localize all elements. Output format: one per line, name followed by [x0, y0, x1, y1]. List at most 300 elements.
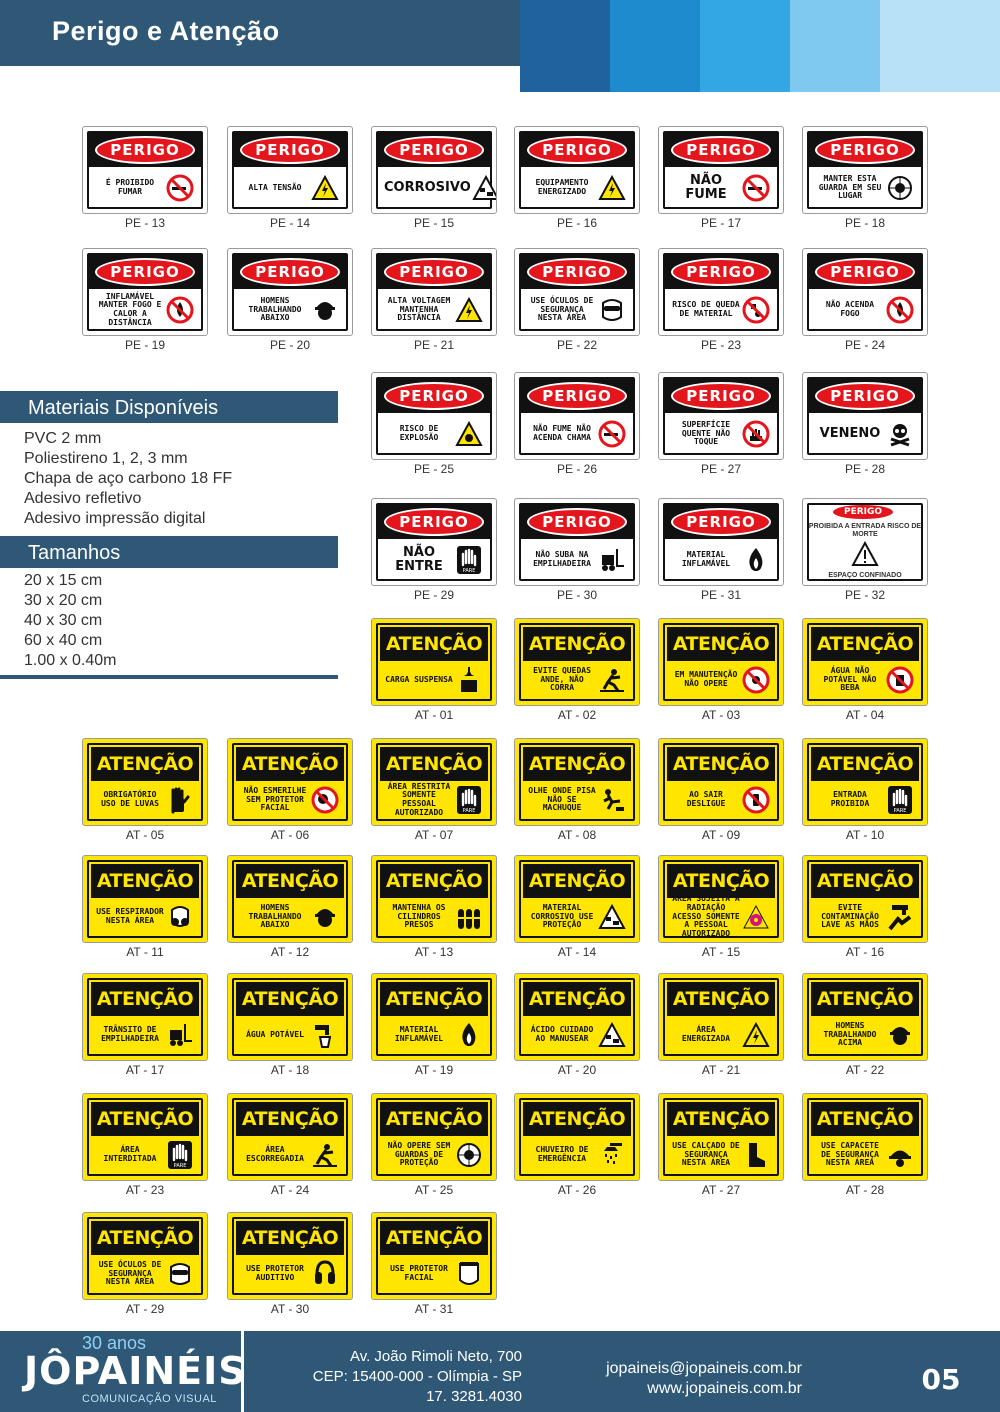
- sign-code: AT - 18: [270, 1063, 310, 1077]
- sign-text: EVITE CONTAMINAÇÃO LAVE AS MÃOS: [821, 903, 879, 930]
- sign-frame: [87, 253, 203, 331]
- sign-code: AT - 28: [845, 1183, 885, 1197]
- svg-text:PARE: PARE: [462, 568, 476, 574]
- sign-text: ALTA TENSÃO: [248, 182, 302, 192]
- sign-frame: [376, 743, 492, 821]
- sign-body: [523, 1018, 631, 1052]
- sign-code: PE - 24: [844, 338, 886, 352]
- sign-frame: [663, 1098, 779, 1176]
- sign-frame: [807, 860, 923, 938]
- sign-card: [658, 973, 784, 1061]
- sign-code: PE - 18: [844, 216, 886, 230]
- sign-body: [811, 1138, 919, 1172]
- sign-header-band: [89, 133, 201, 167]
- tap-icon: [310, 1020, 340, 1050]
- sign-header-band: [521, 255, 633, 289]
- sign-header-band: [378, 379, 490, 413]
- sign-card: [658, 498, 784, 586]
- sign-text: CARGA SUSPENSA: [385, 674, 453, 684]
- goggles-icon: [165, 1259, 195, 1289]
- page-header: [0, 0, 1000, 92]
- sign-text: MATERIAL INFLAMÁVEL: [681, 550, 731, 568]
- sign-text: USE CAPACETE DE SEGURANÇA NESTA ÁREA: [821, 1141, 879, 1168]
- sign-header: ATENÇÃO: [91, 1221, 199, 1255]
- company-contact: [606, 1359, 802, 1399]
- sign-card: [82, 126, 208, 214]
- high-voltage-icon: [310, 173, 340, 203]
- sign-code: AT - 06: [270, 828, 310, 842]
- address-line: CEP: 15400-000 - Olímpia - SP: [312, 1368, 522, 1385]
- sign-header: PERIGO: [671, 382, 770, 410]
- sign-frame: [376, 377, 492, 455]
- sign-text: VENENO: [819, 425, 881, 441]
- sign-body: [236, 1018, 344, 1052]
- slip-icon: [310, 1140, 340, 1170]
- sign-frame: [232, 1217, 348, 1295]
- sign-body: [236, 171, 344, 205]
- sign-code: AT - 01: [414, 708, 454, 722]
- sign-code: AT - 21: [701, 1063, 741, 1077]
- sign-frame: [663, 131, 779, 209]
- flame-icon: [741, 545, 771, 575]
- sign-card: [802, 855, 928, 943]
- sign-card: [371, 855, 497, 943]
- sign-card: [514, 372, 640, 460]
- sign-card: [371, 372, 497, 460]
- sign-body: [667, 1018, 775, 1052]
- shower-icon: [597, 1140, 627, 1170]
- sign-card: [802, 973, 928, 1061]
- worker-icon: [310, 295, 340, 325]
- sign-code: PE - 21: [413, 338, 455, 352]
- sign-card: [82, 1093, 208, 1181]
- sign-header: ATENÇÃO: [811, 747, 919, 781]
- sign-frame: [807, 743, 923, 821]
- sign-text: RISCO DE EXPLOSÃO: [399, 424, 439, 442]
- sign-header: PERIGO: [384, 136, 483, 164]
- sign-body: [91, 1018, 199, 1052]
- guard-icon: [885, 173, 915, 203]
- sign-body: [91, 1138, 199, 1172]
- sign-header-band: [89, 255, 201, 289]
- sign-frame: [87, 978, 203, 1056]
- sign-frame: [87, 131, 203, 209]
- sign-body: [380, 1018, 488, 1052]
- sign-body: [523, 417, 631, 451]
- sign-text: NÃO ENTRE: [395, 544, 443, 574]
- sign-text: CHUVEIRO DE EMERGÊNCIA: [535, 1145, 589, 1163]
- sign-header: ATENÇÃO: [380, 1102, 488, 1136]
- sign-card: [802, 738, 928, 826]
- no-operate-icon: [741, 665, 771, 695]
- sign-card: [82, 1212, 208, 1300]
- sign-card: [514, 1093, 640, 1181]
- sign-header-band: [809, 255, 921, 289]
- sign-card: [802, 618, 928, 706]
- sign-frame: [663, 978, 779, 1056]
- sign-body: [667, 543, 775, 577]
- sign-header: ATENÇÃO: [811, 627, 919, 661]
- sign-header-band: [378, 505, 490, 539]
- sign-body: [236, 1138, 344, 1172]
- sign-text: HOMENS TRABALHANDO ABAIXO: [248, 903, 302, 930]
- worker-icon: [885, 1020, 915, 1050]
- sidebar-divider: [0, 675, 338, 679]
- sign-header: ATENÇÃO: [91, 747, 199, 781]
- sign-body: [667, 663, 775, 697]
- sign-frame: [807, 623, 923, 701]
- sign-body: [667, 417, 775, 451]
- sign-header-band: [665, 379, 777, 413]
- sign-frame: [87, 743, 203, 821]
- materials-heading: [0, 391, 338, 423]
- sign-text: USE ÓCULOS DE SEGURANÇA NESTA ÁREA: [98, 1260, 162, 1287]
- sign-body: [523, 171, 631, 205]
- sign-frame: [376, 253, 492, 331]
- sign-text: NÃO FUME: [685, 172, 727, 202]
- sign-body: [811, 417, 919, 451]
- face-shield-icon: [454, 1259, 484, 1289]
- header-stripe: [610, 0, 700, 92]
- sign-header: ATENÇÃO: [91, 864, 199, 898]
- sign-code: PE - 16: [556, 216, 598, 230]
- sign-card: [227, 738, 353, 826]
- sign-code: PE - 29: [413, 588, 455, 602]
- sign-card: [371, 738, 497, 826]
- forklift-icon: [597, 545, 627, 575]
- sign-body: [811, 171, 919, 205]
- page-title: Perigo e Atenção: [52, 16, 280, 46]
- sign-header: ATENÇÃO: [91, 982, 199, 1016]
- sign-code: PE - 32: [844, 588, 886, 602]
- sign-frame: [232, 860, 348, 938]
- sign-header: ATENÇÃO: [236, 864, 344, 898]
- sign-body: [811, 663, 919, 697]
- sign-header-band: [665, 505, 777, 539]
- sign-text: HOMENS TRABALHANDO ABAIXO: [248, 296, 302, 323]
- sign-code: AT - 07: [414, 828, 454, 842]
- sign-frame: [232, 253, 348, 331]
- anniversary-label: 30 anos: [82, 1333, 147, 1353]
- sign-code: AT - 26: [557, 1183, 597, 1197]
- sign-text: MATERIAL CORROSIVO USE PROTEÇÃO: [530, 903, 594, 930]
- sign-body: [380, 417, 488, 451]
- sign-frame: [376, 978, 492, 1056]
- no-smoking-icon: [597, 419, 627, 449]
- company-logo: [0, 1331, 247, 1412]
- sign-text: HOMENS TRABALHANDO ACIMA: [823, 1021, 877, 1048]
- suspended-load-icon: [454, 665, 484, 695]
- sign-code: AT - 30: [270, 1302, 310, 1316]
- no-drink-icon: [885, 665, 915, 695]
- trip-icon: [597, 785, 627, 815]
- email-link[interactable]: jopaineis@jopaineis.com.br: [606, 1360, 802, 1377]
- sign-text: OLHE ONDE PISA NÃO SE MACHUQUE: [528, 786, 596, 813]
- sign-header: ATENÇÃO: [523, 1102, 631, 1136]
- sign-header: PERIGO: [527, 258, 626, 286]
- sign-text: NÃO ACENDA FOGO: [825, 300, 875, 318]
- no-grinding-icon: [310, 785, 340, 815]
- materials-title: Materiais Disponíveis: [28, 397, 219, 419]
- explosion-icon: [454, 419, 484, 449]
- helmet-icon: [885, 1140, 915, 1170]
- sign-header: ATENÇÃO: [811, 864, 919, 898]
- sign-header: ATENÇÃO: [667, 747, 775, 781]
- sign-card: [802, 498, 928, 586]
- sign-header: ATENÇÃO: [380, 864, 488, 898]
- sign-header-band: [809, 379, 921, 413]
- size-item: 40 x 30 cm: [24, 612, 103, 629]
- sign-header: PERIGO: [95, 136, 194, 164]
- header-stripe: [700, 0, 790, 92]
- sign-header: PERIGO: [527, 382, 626, 410]
- sign-text: ÁGUA NÃO POTÁVEL NÃO BEBA: [823, 666, 877, 693]
- sign-text: ÁGUA POTÁVEL: [246, 1029, 304, 1039]
- size-item: 20 x 15 cm: [24, 572, 103, 589]
- sign-text: ÁREA RESTRITA SOMENTE PESSOAL AUTORIZADO: [387, 781, 451, 817]
- sign-card: [227, 1093, 353, 1181]
- sign-text: RISCO DE QUEDA DE MATERIAL: [672, 300, 740, 318]
- sign-card: [82, 248, 208, 336]
- sign-card: [658, 855, 784, 943]
- sign-text: NÃO ESMERILHE SEM PROTETOR FACIAL: [243, 786, 307, 813]
- sign-card: [514, 738, 640, 826]
- sign-code: PE - 23: [700, 338, 742, 352]
- sizes-list: [24, 571, 117, 671]
- sign-text: EM MANUTENÇÃO NÃO OPERE: [674, 670, 738, 688]
- sign-code: AT - 08: [557, 828, 597, 842]
- sign-code: PE - 28: [844, 462, 886, 476]
- sign-body: [380, 663, 488, 697]
- sign-card: [371, 248, 497, 336]
- sign-card: [514, 855, 640, 943]
- sign-text: TRÂNSITO DE EMPILHADEIRA: [101, 1025, 159, 1043]
- high-voltage-icon: [454, 295, 484, 325]
- sign-header-band: [521, 505, 633, 539]
- sign-frame: [87, 1098, 203, 1176]
- sign-text: USE PROTETOR FACIAL: [390, 1264, 448, 1282]
- sign-body: [380, 900, 488, 934]
- sign-header: ATENÇÃO: [380, 1221, 488, 1255]
- sign-code: AT - 31: [414, 1302, 454, 1316]
- sign-header: PERIGO: [527, 508, 626, 536]
- sign-card: [227, 1212, 353, 1300]
- sign-frame: [519, 743, 635, 821]
- cylinders-icon: [454, 902, 484, 932]
- stop-hand-icon: [165, 1140, 195, 1170]
- sign-header-band: [378, 133, 490, 167]
- sign-code: AT - 02: [557, 708, 597, 722]
- sign-text: EQUIPAMENTO ENERGIZADO: [535, 178, 589, 196]
- sign-body: [667, 171, 775, 205]
- sizes-title: Tamanhos: [28, 542, 121, 564]
- sign-header: PERIGO: [384, 382, 483, 410]
- sign-header: PERIGO: [815, 382, 914, 410]
- sign-code: AT - 11: [126, 945, 164, 959]
- sign-code: AT - 03: [701, 708, 741, 722]
- falling-material-icon: [741, 295, 771, 325]
- high-voltage-icon: [597, 173, 627, 203]
- sign-code: PE - 27: [700, 462, 742, 476]
- sign-header: PERIGO: [671, 136, 770, 164]
- sign-frame: [519, 978, 635, 1056]
- website-link[interactable]: www.jopaineis.com.br: [647, 1380, 802, 1397]
- sign-card: [371, 618, 497, 706]
- material-item: Poliestireno 1, 2, 3 mm: [24, 450, 188, 467]
- switch-off-icon: [741, 785, 771, 815]
- phone-number: 17. 3281.4030: [426, 1388, 522, 1405]
- sign-body: [523, 1138, 631, 1172]
- sign-frame: [519, 623, 635, 701]
- sign-header: ATENÇÃO: [667, 627, 775, 661]
- sign-card: [802, 126, 928, 214]
- sign-body: [811, 783, 919, 817]
- sign-card: [658, 618, 784, 706]
- header-stripe: [880, 0, 1000, 92]
- sign-header-band: [665, 255, 777, 289]
- sign-header: ATENÇÃO: [236, 982, 344, 1016]
- sign-card: [371, 1093, 497, 1181]
- boot-icon: [741, 1140, 771, 1170]
- sign-body: [523, 783, 631, 817]
- sign-body: [236, 293, 344, 327]
- sign-code: PE - 31: [700, 588, 742, 602]
- sign-code: PE - 19: [124, 338, 166, 352]
- sign-header-band: [234, 133, 346, 167]
- sign-header: PERIGO: [527, 136, 626, 164]
- sign-header-band: [234, 255, 346, 289]
- sign-code: PE - 13: [124, 216, 166, 230]
- sign-frame: [87, 860, 203, 938]
- sign-header: PERIGO: [833, 505, 893, 519]
- address-line: Av. João Rimoli Neto, 700: [349, 1348, 522, 1365]
- sign-header-band: [521, 379, 633, 413]
- sign-body: [91, 293, 199, 327]
- sign-code: AT - 22: [845, 1063, 885, 1077]
- sign-text: ESPAÇO CONFINADO: [828, 572, 902, 579]
- sign-header: ATENÇÃO: [667, 864, 775, 898]
- sign-card: [82, 855, 208, 943]
- sign-frame: [807, 377, 923, 455]
- sign-card: [658, 126, 784, 214]
- no-fire-icon: [165, 295, 195, 325]
- header-stripe: [520, 0, 610, 92]
- sign-text: MATERIAL INFLAMÁVEL: [394, 1025, 444, 1043]
- sign-text: ÁREA ESCORREGADIA: [246, 1145, 304, 1163]
- sign-code: PE - 17: [700, 216, 742, 230]
- sign-frame: [519, 1098, 635, 1176]
- sign-body: [380, 1257, 488, 1291]
- size-item: 1.00 x 0.40m: [24, 652, 117, 669]
- sign-card: [514, 126, 640, 214]
- sign-code: PE - 22: [556, 338, 598, 352]
- sign-card: [514, 973, 640, 1061]
- sign-text: USE CALÇADO DE SEGURANÇA NESTA ÁREA: [672, 1141, 740, 1168]
- material-item: Chapa de aço carbono 18 FF: [24, 470, 233, 487]
- sign-frame: [807, 1098, 923, 1176]
- material-item: Adesivo impressão digital: [24, 510, 206, 527]
- sign-card: [658, 1093, 784, 1181]
- sign-frame: [519, 253, 635, 331]
- sign-frame: [807, 253, 923, 331]
- sign-text: NÃO SUBA NA EMPILHADEIRA: [533, 550, 591, 568]
- sign-code: AT - 24: [270, 1183, 310, 1197]
- sign-text: ALTA VOLTAGEM MANTENHA DISTÂNCIA: [387, 296, 451, 323]
- material-item: Adesivo refletivo: [24, 490, 142, 507]
- sign-card: [82, 973, 208, 1061]
- sign-body: [523, 663, 631, 697]
- sign-text: AO SAIR DESLIGUE: [686, 790, 726, 808]
- sign-frame: [519, 131, 635, 209]
- wash-hands-icon: [885, 902, 915, 932]
- sign-card: [371, 1212, 497, 1300]
- sign-card: [658, 248, 784, 336]
- sign-code: AT - 16: [845, 945, 885, 959]
- corrosive-icon: [597, 1020, 627, 1050]
- sign-card: [658, 372, 784, 460]
- sign-body: [811, 1018, 919, 1052]
- sign-card: [227, 855, 353, 943]
- sign-code: PE - 14: [269, 216, 311, 230]
- sign-frame: [376, 1217, 492, 1295]
- gloves-icon: [165, 785, 195, 815]
- sign-card: [658, 738, 784, 826]
- sign-frame: [376, 860, 492, 938]
- sign-body: [91, 900, 199, 934]
- sign-code: AT - 17: [125, 1063, 165, 1077]
- sign-text: EVITE QUEDAS ANDE, NÃO CORRA: [533, 666, 591, 693]
- sign-header: ATENÇÃO: [811, 1102, 919, 1136]
- no-touch-icon: [741, 419, 771, 449]
- sign-frame: [663, 623, 779, 701]
- worker-icon: [310, 902, 340, 932]
- sign-card: [514, 248, 640, 336]
- material-item: PVC 2 mm: [24, 430, 102, 447]
- sign-body: [380, 543, 488, 577]
- materials-list: [24, 429, 232, 529]
- sign-frame: [663, 503, 779, 581]
- respirator-icon: [165, 902, 195, 932]
- sign-header: ATENÇÃO: [667, 1102, 775, 1136]
- sign-body: [91, 171, 199, 205]
- sign-header: ATENÇÃO: [91, 1102, 199, 1136]
- sign-text: USE ÓCULOS DE SEGURANÇA NESTA ÁREA: [530, 296, 594, 323]
- brand-name: JÔPAINÉIS: [24, 1349, 247, 1393]
- sign-body: [667, 783, 775, 817]
- sign-card: [802, 1093, 928, 1181]
- sign-code: AT - 20: [557, 1063, 597, 1077]
- sign-body: [667, 293, 775, 327]
- brand-tagline: COMUNICAÇÃO VISUAL: [82, 1393, 217, 1405]
- sign-text: USE PROTETOR AUDITIVO: [246, 1264, 304, 1282]
- header-stripe: [790, 0, 880, 92]
- sign-frame: [376, 131, 492, 209]
- sign-header: PERIGO: [671, 508, 770, 536]
- sign-header: ATENÇÃO: [523, 747, 631, 781]
- svg-text:PARE: PARE: [462, 808, 476, 814]
- sign-text: SUPERFÍCIE QUENTE NÃO TOQUE: [681, 420, 731, 447]
- sign-card: [514, 498, 640, 586]
- sign-body: [236, 783, 344, 817]
- size-item: 30 x 20 cm: [24, 592, 103, 609]
- size-item: 60 x 40 cm: [24, 632, 103, 649]
- sign-header: ATENÇÃO: [523, 982, 631, 1016]
- sign-code: AT - 15: [701, 945, 741, 959]
- sign-text: INFLAMÁVEL MANTER FOGO E CALOR A DISTÂNCIA: [98, 291, 162, 327]
- sign-body: [91, 783, 199, 817]
- sign-text: ENTRADA PROIBIDA: [830, 790, 870, 808]
- sign-body: [523, 543, 631, 577]
